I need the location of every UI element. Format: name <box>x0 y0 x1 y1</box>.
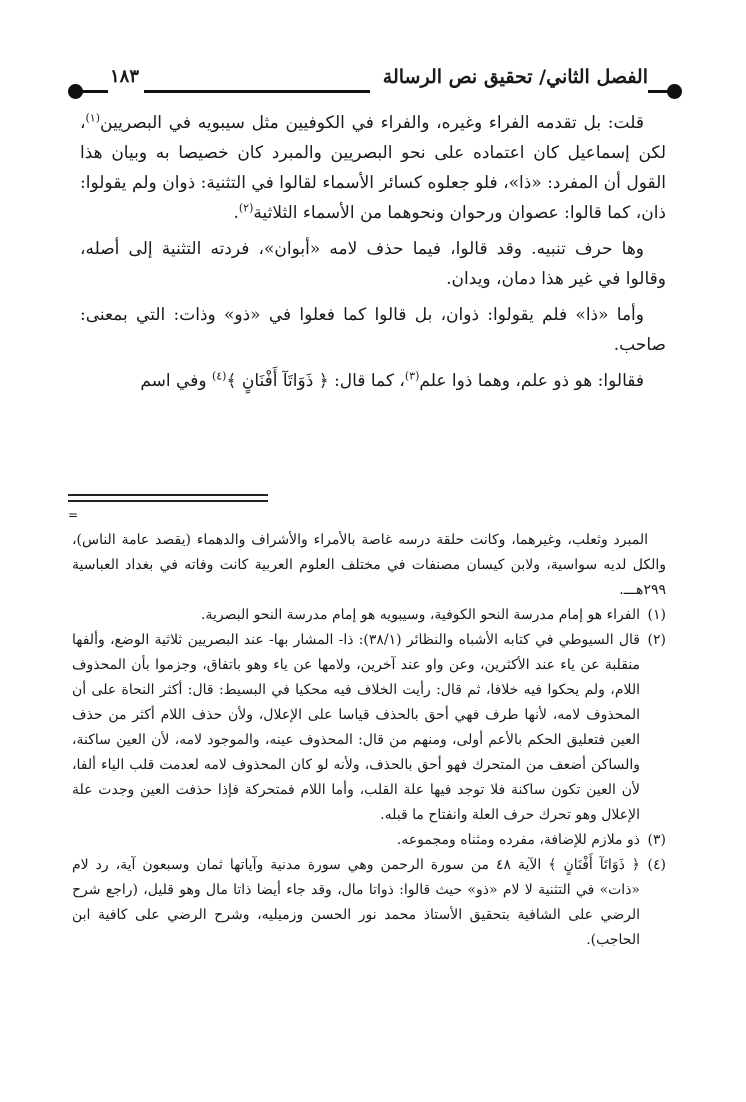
footnote-1: (١) الفراء هو إمام مدرسة النحو الكوفية، وسيبويه هو إمام مدرسة النحو البصرية. <box>72 603 666 628</box>
continuation-mark: = <box>68 508 79 522</box>
footnote-2: (٢) قال السيوطي في كتابه الأشباه والنظائر (٣٨/١): ذا- المشار بها- عند البصريين ثلاثية الوضع، وألفها منقلبة عن ياء عند الأكثرين، وعن واو عند آخرين، ولامها عن ياء وهو باتفاق، وجزموا بأن المحذوف اللام، ولم يحكوا فيه خلافا، ثم قال: رأيت الخلاف فيه محكيا في البسيط: قال: أكثر النحاة على أن المحذوف لامه، لأنها طرف فهي أحق بالحذف قياسا على الإعلال، ولأن حذف اللام أكثر من حذف العين فتعليق الحكم بالأعم أولى، ومنهم من قال: المحذوف عينه، والموجود لامه، لأن العين ساكنة، والساكن أضعف من المتحرك فهو أحق بالحذف، ولأنه لو كان المحذوف لامه لعدمت قلب الياء ألفا، لأن العين تكون ساكنة فلا توجد فيها علة القلب، وأما اللام فمتحركة فإذا حذفت العين وجدت علة الإعلال وهو تحرك حرف العلة وانفتاح ما قبله. <box>72 628 666 828</box>
main-text <box>80 108 666 396</box>
page-header <box>68 62 682 98</box>
footnote-ref-2: (٢) <box>238 201 254 215</box>
footnote-3: (٣) ذو ملازم للإضافة، مفرده ومثناه ومجموعه. <box>72 828 666 853</box>
header-rule-middle <box>144 90 370 93</box>
footnotes <box>72 528 666 953</box>
header-rule-right <box>648 90 672 93</box>
chapter-title: الفصل الثاني/ تحقيق نص الرسالة <box>382 66 648 88</box>
footnote-ref-1: (١) <box>85 111 101 125</box>
footnote-ref-3: (٣) <box>404 369 420 383</box>
footnote-number-3: (٣) <box>647 832 666 848</box>
footnote-4: (٤) ﴿ ذَوَاتَآ أَفْنَانٍ ﴾ الآية ٤٨ من سورة الرحمن وهي سورة مدنية وآياتها ثمان وسبعون آية، رد لام «ذات» في التثنية لا لام «ذو» حيث قالوا: ذواتا مال، وقد جاء أيضا ذاتا مال وهو قليل، (راجع شرح الرضي على الشافية بتحقيق الأستاذ محمد نور الحسن وزميليه، وشرح الرضي على كافية ابن الحاجب). <box>72 853 666 953</box>
paragraph-3: وأما «ذا» فلم يقولوا: ذوان، بل قالوا كما فعلوا في «ذو» وذات: التي بمعنى: صاحب. <box>80 305 666 355</box>
footnote-separator-bottom <box>68 500 268 502</box>
footnote-number-4: (٤) <box>647 857 666 873</box>
footnote-number-2: (٢) <box>647 632 666 648</box>
footnote-number-1: (١) <box>647 607 666 623</box>
footnote-ref-4: (٤) <box>211 369 227 383</box>
paragraph-4: فقالوا: هو ذو علم، وهما ذوا علم$^{(٣)}$، كما قال: ﴿ ذَوَاتَآ أَفْنَانٍ ﴾$^{(٤)}$ وفي اسم <box>140 369 644 391</box>
paragraph-2: وها حرف تنبيه. وقد قالوا، فيما حذف لامه «أبوان»، فردته التثنية إلى أصله، وقالوا في غير هذا دمان، ويدان. <box>80 239 666 289</box>
footnote-continuation: المبرد وثعلب، وغيرهما، وكانت حلقة درسه غاصة بالأمراء والأشراف والدهماء (يقصد عامة الناس)، والكل لديه سواسية، ولابن كيسان مصنفات في مختلف العلوم العربية كانت وفاته في بغداد العباسية ٢٩٩هـــ. <box>72 532 666 598</box>
paragraph-1: قلت: بل تقدمه الفراء وغيره، والفراء في الكوفيين مثل سيبويه في البصريين$^{(١)}$، لكن إسماعيل كان اعتماده على نحو البصريين والمبرد كان خصيصا به وبيان هذا القول أن المفرد: «ذا»، فلو جعلوه كسائر الأسماء لقالوا في التثنية: ذوان ولم يقولوا: ذان، كما قالوا: عصوان ورحوان ونحوهما من الأسماء الثلاثية$^{(٢)}$. <box>80 111 666 223</box>
page-number: ١٨٣ <box>110 66 140 87</box>
footnote-separator-top <box>68 494 268 496</box>
header-dot-left <box>68 84 83 99</box>
